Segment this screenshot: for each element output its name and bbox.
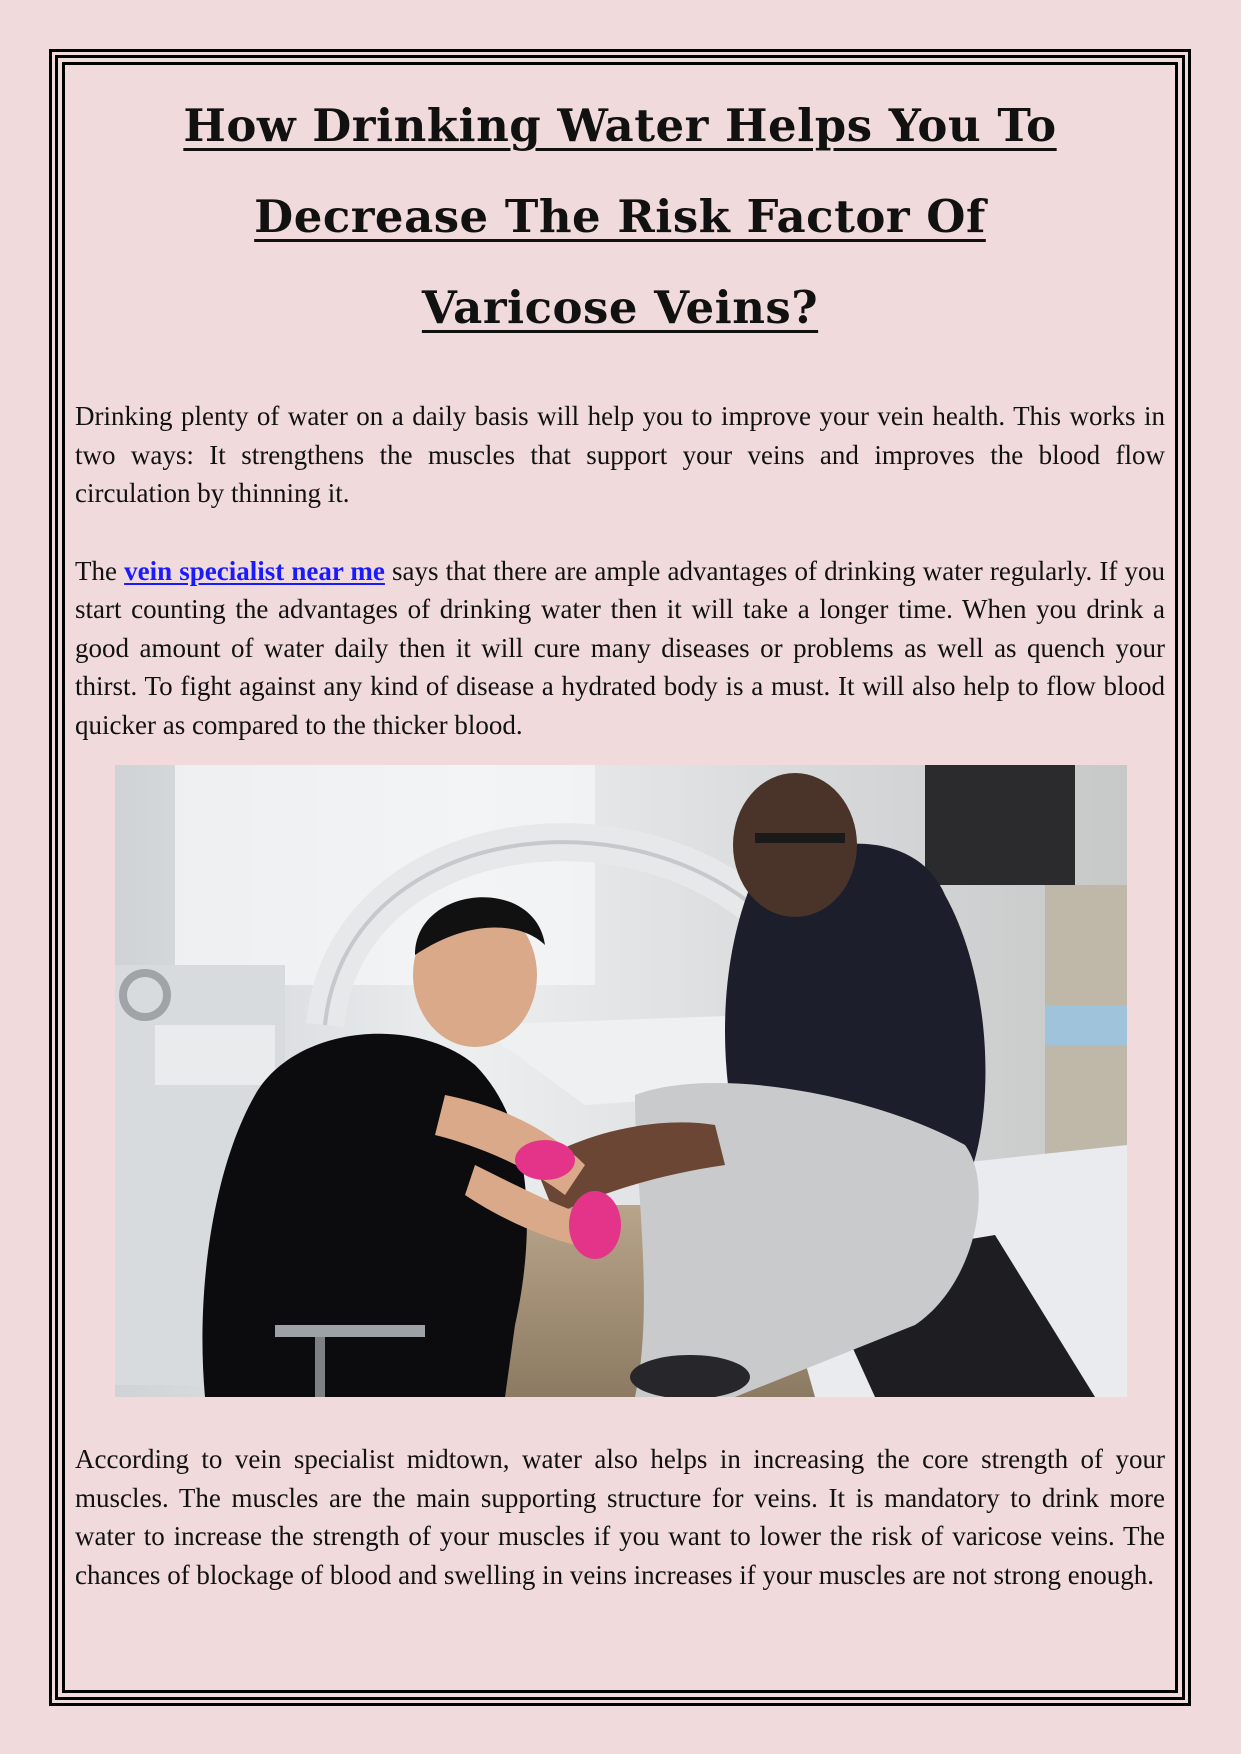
paragraph-specialist-lead: The: [75, 555, 125, 586]
title-line-1: How Drinking Water Helps You To: [183, 99, 1057, 152]
article-content: [75, 80, 1165, 744]
page-title: [75, 80, 1165, 353]
paragraph-intro: Drinking plenty of water on a daily basis will help you to improve your vein health. This works in two ways: It strengthens the muscles that support your veins and improves the blood flow circulation by thinning it.: [75, 401, 1165, 508]
closing-section: [75, 1440, 1165, 1594]
title-line-2: Decrease The Risk Factor Of: [254, 190, 986, 243]
paragraph-midtown: According to vein specialist midtown, water also helps in increasing the core strength of your muscles. The muscles are the main supporting structure for veins. It is mandatory to drink more water to increase the strength of your muscles if you want to lower the risk of varicose veins. The chances of blockage of blood and swelling in veins increases if your muscles are not strong enough.: [75, 1444, 1165, 1590]
article-photo: [115, 765, 1127, 1397]
vein-specialist-link[interactable]: vein specialist near me: [124, 555, 385, 586]
title-line-3: Varicose Veins?: [421, 281, 819, 334]
paragraph-specialist-body: says that there are ample advantages of drinking water regularly. If you start counting the advantages of drinking water then it will take a longer time. When you drink a good amount of water daily then it will cure many diseases or problems as well as quench your thirst. To fight against any kind of disease a hydrated body is a must. It will also help to flow blood quicker as compared to the thicker blood.: [75, 555, 1165, 740]
paragraph-specialist: [75, 552, 1165, 745]
